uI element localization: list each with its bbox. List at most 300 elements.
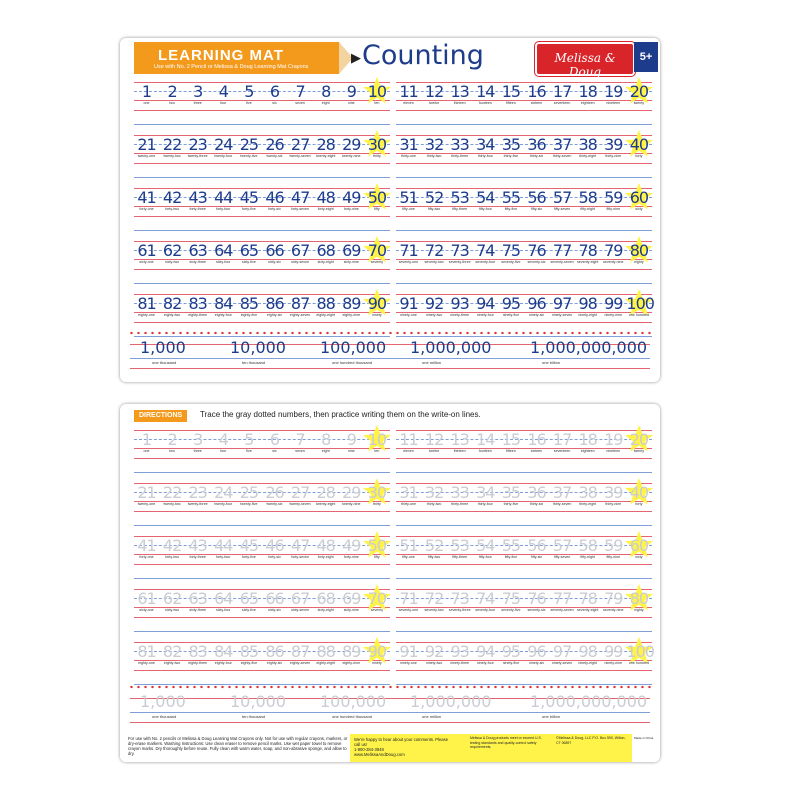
number-cell: [364, 532, 389, 585]
number-word: twenty-one: [137, 154, 156, 158]
number-word: twenty-three: [187, 502, 208, 506]
number-text: 95: [501, 642, 521, 661]
number-text: 46: [265, 188, 284, 207]
number-word: fifty-two: [427, 555, 441, 559]
number-word: ninety-three: [450, 313, 470, 317]
number-text: 44: [214, 536, 233, 555]
number-text: 13: [450, 430, 469, 449]
number-word: ninety-two: [425, 313, 443, 317]
number-word: fifty: [374, 555, 380, 559]
number-text: 94: [476, 642, 495, 661]
number-text: 28: [316, 135, 335, 154]
number-text: 21: [137, 483, 156, 502]
number-cell: [364, 131, 389, 184]
number-text: 26: [265, 483, 284, 502]
number-word: thirty-five: [503, 502, 519, 506]
number-text: 3: [193, 430, 203, 449]
number-text: 43: [188, 536, 207, 555]
big-number-word: one million: [422, 714, 442, 719]
number-word: fifty-six: [530, 555, 543, 559]
number-word: eighty-four: [214, 661, 232, 665]
number-text: 64: [214, 589, 233, 608]
number-word: forty-nine: [343, 555, 359, 559]
number-word: twenty-one: [137, 502, 156, 506]
number-cell: [364, 585, 389, 638]
number-text: 17: [552, 82, 572, 101]
number-text: 96: [527, 294, 546, 313]
number-row: [396, 585, 652, 638]
number-text: 93: [450, 642, 469, 661]
number-text: 12: [424, 430, 444, 449]
big-number-word: one thousand: [152, 360, 177, 365]
number-word: eighty-two: [163, 313, 181, 317]
number-word: sixty-two: [165, 608, 180, 612]
number-word: seventeen: [553, 449, 571, 453]
number-text: 78: [578, 589, 597, 608]
number-word: fifteen: [505, 101, 516, 105]
number-text: 39: [604, 483, 623, 502]
number-word: thirty-seven: [552, 154, 572, 158]
number-cell: [364, 426, 389, 479]
number-text: 30: [367, 135, 387, 154]
number-text: 76: [527, 241, 546, 260]
number-text: 81: [137, 294, 156, 313]
number-word: seventy-eight: [577, 260, 599, 264]
number-word: twenty-seven: [289, 502, 311, 506]
writing-line: [130, 722, 650, 723]
number-word: six: [272, 101, 277, 105]
number-text: 51: [399, 188, 418, 207]
number-word: twenty-six: [266, 154, 283, 158]
number-text: 52: [424, 188, 444, 207]
number-text: 34: [476, 483, 495, 502]
number-word: seventy-eight: [577, 608, 599, 612]
number-word: ninety-one: [400, 661, 417, 665]
number-word: seventy-four: [475, 260, 496, 264]
number-word: eighty-five: [240, 661, 258, 665]
number-word: eighteen: [580, 101, 595, 105]
number-text: 51: [399, 536, 418, 555]
number-text: 57: [552, 536, 572, 555]
number-text: 73: [450, 589, 469, 608]
number-word: seventy-three: [448, 608, 471, 612]
big-number-text: 1,000,000: [410, 338, 492, 357]
number-text: 55: [501, 536, 521, 555]
number-text: 36: [527, 483, 546, 502]
number-word: seventy-five: [501, 608, 521, 612]
origin-note: Made in China: [634, 736, 654, 740]
number-word: thirteen: [453, 101, 466, 105]
number-text: 49: [342, 536, 361, 555]
number-word: eighty-one: [138, 313, 155, 317]
big-number-text: 1,000,000: [410, 692, 492, 711]
number-text: 60: [629, 536, 649, 555]
number-text: 79: [604, 589, 623, 608]
number-word: sixty-four: [216, 260, 231, 264]
writing-line: [130, 358, 650, 359]
number-word: forty-five: [242, 207, 256, 211]
number-word: eighty-eight: [316, 661, 335, 665]
number-word: six: [272, 449, 277, 453]
number-text: 19: [604, 430, 623, 449]
arrow-icon: ▶: [351, 50, 361, 65]
number-text: 6: [269, 430, 280, 449]
number-word: thirty-five: [503, 154, 519, 158]
number-word: fifty-eight: [580, 207, 595, 211]
number-text: 82: [162, 294, 182, 313]
number-text: 61: [137, 589, 156, 608]
number-word: twenty-eight: [315, 154, 336, 158]
number-word: twenty-two: [163, 154, 181, 158]
number-word: seventy-three: [448, 260, 471, 264]
number-word: forty-seven: [291, 207, 309, 211]
big-number-text: 1,000: [140, 692, 186, 711]
number-word: ninety-six: [528, 313, 545, 317]
number-text: 5: [244, 430, 254, 449]
number-word: fifty-two: [427, 207, 441, 211]
number-word: thirty-three: [451, 154, 469, 158]
number-text: 89: [342, 294, 361, 313]
number-word: four: [220, 101, 227, 105]
number-text: 69: [342, 241, 361, 260]
number-word: fifty-five: [504, 555, 518, 559]
number-text: 41: [137, 536, 156, 555]
number-row: [396, 479, 652, 532]
number-text: 86: [265, 642, 284, 661]
number-cell: [626, 131, 651, 184]
number-row: [134, 479, 390, 532]
number-text: 19: [604, 82, 623, 101]
number-row: [396, 184, 652, 237]
number-text: 74: [476, 241, 495, 260]
number-text: 89: [342, 642, 361, 661]
number-text: 50: [367, 536, 387, 555]
number-text: 99: [604, 294, 623, 313]
number-word: fourteen: [478, 101, 492, 105]
number-word: eighty: [634, 260, 644, 264]
big-number-word: one hundred thousand: [332, 714, 373, 719]
number-word: eleven: [403, 449, 414, 453]
number-word: ninety: [372, 313, 382, 317]
number-word: seventy-one: [398, 260, 419, 264]
number-text: 48: [316, 536, 335, 555]
number-word: forty-four: [216, 555, 231, 559]
number-word: ninety-nine: [604, 661, 623, 665]
number-word: thirty-nine: [605, 502, 622, 506]
number-word: twenty-nine: [342, 154, 361, 158]
number-word: eighty-two: [163, 661, 181, 665]
number-word: five: [246, 449, 252, 453]
number-cell: [364, 184, 389, 237]
number-text: 15: [501, 430, 521, 449]
number-text: 26: [265, 135, 284, 154]
number-word: ninety-three: [450, 661, 470, 665]
number-text: 21: [137, 135, 156, 154]
number-row: [134, 237, 390, 290]
number-text: 99: [604, 642, 623, 661]
number-text: 72: [424, 589, 444, 608]
number-word: forty-seven: [291, 555, 309, 559]
number-word: seventy-six: [527, 608, 546, 612]
number-word: forty-five: [242, 555, 256, 559]
dotted-divider: [128, 330, 652, 336]
number-text: 31: [399, 135, 418, 154]
number-text: 71: [399, 589, 418, 608]
learning-mat-banner: [134, 42, 339, 74]
company-address: ©Melissa & Doug, LLC P.O. Box 590, Wilton, CT 06897: [556, 736, 626, 745]
number-text: 53: [450, 536, 469, 555]
number-word: forty-six: [268, 207, 281, 211]
number-word: sixty-eight: [317, 260, 334, 264]
number-word: two: [169, 449, 175, 453]
number-text: 100: [626, 642, 654, 661]
number-word: seventy-six: [527, 260, 546, 264]
number-text: 65: [239, 589, 259, 608]
number-word: eighty-three: [188, 661, 208, 665]
number-word: sixty-one: [139, 260, 154, 264]
number-word: sixty-nine: [343, 608, 359, 612]
number-text: 97: [552, 294, 572, 313]
number-word: ten: [374, 449, 380, 453]
number-word: ninety: [372, 661, 382, 665]
number-text: 73: [450, 241, 469, 260]
number-word: forty-three: [189, 555, 206, 559]
number-word: twelve: [429, 449, 440, 453]
number-text: 95: [501, 294, 521, 313]
number-text: 39: [604, 135, 623, 154]
number-word: fifty-five: [504, 207, 518, 211]
number-text: 91: [399, 294, 418, 313]
number-word: sixty-six: [268, 260, 281, 264]
number-text: 57: [552, 188, 572, 207]
number-word: eighty-eight: [316, 313, 335, 317]
number-text: 1: [141, 82, 152, 101]
big-number-text: 10,000: [230, 338, 286, 357]
number-word: forty-nine: [343, 207, 359, 211]
brand-logo: [535, 42, 635, 79]
number-word: twenty-seven: [289, 154, 311, 158]
number-text: 15: [501, 82, 521, 101]
number-word: ninety-four: [476, 313, 494, 317]
number-text: 54: [476, 536, 495, 555]
number-text: 66: [265, 241, 284, 260]
number-word: ninety-two: [425, 661, 443, 665]
number-text: 1: [141, 430, 152, 449]
number-text: 63: [188, 241, 207, 260]
number-word: sixty-seven: [291, 608, 310, 612]
number-text: 85: [239, 642, 259, 661]
number-word: sixty-five: [241, 608, 256, 612]
number-text: 87: [290, 642, 310, 661]
mat-header: [120, 38, 660, 79]
number-word: thirty-one: [401, 154, 416, 158]
number-word: twenty-five: [240, 502, 258, 506]
number-text: 88: [316, 642, 335, 661]
number-text: 48: [316, 188, 335, 207]
number-row: [134, 585, 390, 638]
number-text: 75: [501, 241, 521, 260]
number-text: 9: [346, 82, 356, 101]
number-text: 24: [214, 135, 233, 154]
number-text: 72: [424, 241, 444, 260]
number-text: 22: [162, 135, 182, 154]
number-text: 98: [578, 294, 597, 313]
number-word: thirty-two: [426, 502, 442, 506]
number-word: three: [193, 449, 202, 453]
number-cell: [626, 184, 651, 237]
number-word: sixty-six: [268, 608, 281, 612]
directions-label: DIRECTIONS: [134, 410, 187, 422]
number-word: forty-eight: [317, 555, 334, 559]
number-word: thirty: [372, 154, 381, 158]
number-text: 11: [399, 82, 418, 101]
number-text: 90: [367, 642, 387, 661]
number-word: thirty-six: [529, 502, 544, 506]
number-word: eight: [321, 101, 330, 105]
number-row: [396, 426, 652, 479]
mat-footer: [120, 734, 660, 762]
big-number-word: ten thousand: [242, 714, 266, 719]
number-word: seventy-four: [475, 608, 496, 612]
number-text: 36: [527, 135, 546, 154]
number-word: nineteen: [606, 101, 621, 105]
number-word: thirty-nine: [605, 154, 622, 158]
number-text: 77: [552, 589, 572, 608]
number-text: 23: [188, 483, 207, 502]
number-word: five: [246, 101, 252, 105]
number-word: sixty-three: [189, 260, 206, 264]
contact-text: [354, 737, 454, 757]
number-text: 4: [218, 430, 228, 449]
number-word: thirty-six: [529, 154, 544, 158]
age-badge: 5+: [634, 42, 658, 72]
number-word: thirty-two: [426, 154, 442, 158]
number-text: 85: [239, 294, 259, 313]
number-word: twenty: [633, 449, 645, 453]
number-word: sixty-two: [165, 260, 180, 264]
number-text: 23: [188, 135, 207, 154]
number-text: 56: [527, 188, 546, 207]
number-text: 13: [450, 82, 469, 101]
number-word: three: [193, 101, 202, 105]
number-text: 92: [424, 642, 444, 661]
big-number-word: one billion: [542, 714, 561, 719]
learning-mat-back: [120, 404, 660, 762]
number-text: 67: [290, 241, 310, 260]
number-text: 5: [244, 82, 254, 101]
number-text: 59: [604, 536, 623, 555]
number-text: 7: [295, 82, 305, 101]
number-word: seventy-two: [424, 260, 444, 264]
number-text: 3: [193, 82, 203, 101]
number-word: nine: [347, 101, 355, 105]
number-cell: [626, 479, 651, 532]
number-text: 30: [367, 483, 387, 502]
number-word: eighty-six: [266, 661, 283, 665]
number-text: 2: [167, 430, 177, 449]
number-text: 4: [218, 82, 228, 101]
number-text: 93: [450, 294, 469, 313]
number-word: forty-one: [139, 207, 154, 211]
number-text: 45: [239, 188, 259, 207]
number-text: 59: [604, 188, 623, 207]
number-text: 91: [399, 642, 418, 661]
number-text: 16: [527, 82, 546, 101]
number-word: four: [220, 449, 227, 453]
number-word: fifty-three: [452, 207, 468, 211]
number-text: 70: [367, 241, 387, 260]
number-word: seventy: [370, 608, 384, 612]
number-word: seventy-two: [424, 608, 444, 612]
number-row: [396, 532, 652, 585]
number-text: 38: [578, 483, 597, 502]
number-word: thirty-three: [451, 502, 469, 506]
number-word: eighty-seven: [289, 313, 311, 317]
number-text: 63: [188, 589, 207, 608]
number-word: one: [143, 101, 150, 105]
number-word: sixteen: [530, 101, 543, 105]
number-word: seventy-nine: [603, 260, 624, 264]
number-word: eighty-nine: [342, 313, 361, 317]
learning-mat-front: [120, 38, 660, 382]
number-cell: [626, 532, 651, 585]
number-cell: [626, 585, 651, 638]
number-word: ninety-eight: [578, 661, 597, 665]
number-text: 37: [552, 483, 572, 502]
number-text: 80: [629, 241, 649, 260]
number-text: 54: [476, 188, 495, 207]
number-text: 83: [188, 294, 207, 313]
number-word: forty-two: [165, 207, 179, 211]
number-word: twenty-nine: [342, 502, 361, 506]
number-word: seventy-one: [398, 608, 419, 612]
safety-note: Melissa & Doug products meet or exceed U.S. testing standards and quality-control safety requirements.: [470, 736, 542, 749]
number-row: [134, 78, 390, 131]
number-word: eighty-six: [266, 313, 283, 317]
number-word: fourteen: [478, 449, 492, 453]
banner-title: LEARNING MAT: [158, 47, 284, 64]
number-word: fifty-four: [478, 207, 492, 211]
number-word: thirty-one: [401, 502, 416, 506]
number-word: eleven: [403, 101, 414, 105]
number-row: [134, 184, 390, 237]
number-word: ninety-seven: [551, 313, 573, 317]
number-word: forty-six: [268, 555, 281, 559]
number-text: 24: [214, 483, 233, 502]
number-text: 55: [501, 188, 521, 207]
number-text: 49: [342, 188, 361, 207]
number-word: sixty: [635, 207, 643, 211]
number-text: 98: [578, 642, 597, 661]
number-word: twenty-five: [240, 154, 258, 158]
number-word: ninety-seven: [551, 661, 573, 665]
number-word: seven: [295, 101, 305, 105]
number-word: twenty-two: [163, 502, 181, 506]
number-text: 25: [239, 135, 259, 154]
number-text: 29: [342, 483, 361, 502]
number-word: thirty-four: [477, 154, 493, 158]
number-word: ninety-eight: [578, 313, 597, 317]
number-word: eighty-five: [240, 313, 258, 317]
number-text: 87: [290, 294, 310, 313]
number-text: 32: [424, 135, 444, 154]
number-word: twenty-six: [266, 502, 283, 506]
number-text: 40: [629, 483, 649, 502]
number-text: 96: [527, 642, 546, 661]
number-word: nine: [347, 449, 355, 453]
number-text: 64: [214, 241, 233, 260]
number-text: 37: [552, 135, 572, 154]
